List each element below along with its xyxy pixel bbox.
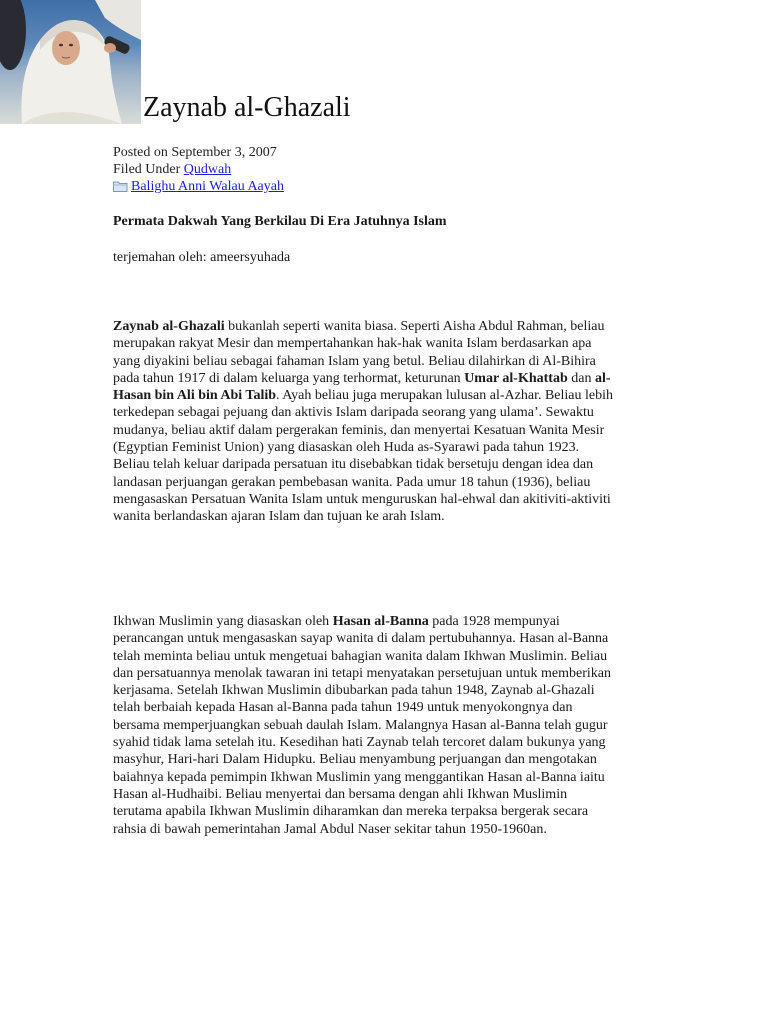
text-run: wanita berlandaskan ajaran Islam dan tujuan ke arah Islam. bbox=[113, 509, 445, 525]
filed-under bbox=[113, 161, 277, 178]
paragraph-line bbox=[113, 665, 658, 682]
text-run: mengasaskan Persatuan Wanita Islam untuk menguruskan hal-ehwal dan akitiviti-aktiviti bbox=[113, 491, 611, 507]
text-run: Hasan al-Hudhaibi. Beliau menyertai dan bersama dengan ahli Ikhwan Muslimin bbox=[113, 786, 568, 802]
bold-name: al- bbox=[594, 370, 611, 386]
paragraph-line bbox=[113, 613, 658, 630]
paragraph-line bbox=[113, 821, 658, 838]
paragraph-line bbox=[113, 404, 658, 421]
text-run: Beliau telah keluar daripada persatuan itu disebabkan tidak bersetuju dengan idea dan bbox=[113, 457, 594, 473]
text-run: telah berbaiah kepada Hasan al-Banna pada tahun 1949 untuk menyokongnya dan bbox=[113, 700, 573, 716]
paragraph-line bbox=[113, 370, 658, 387]
text-run: Ikhwan Muslimin yang diasaskan oleh bbox=[113, 614, 333, 629]
paragraph-line bbox=[113, 387, 658, 404]
text-run: landasan perjuangan gerakan pembebasan wanita. Pada umur 18 tahun (1936), beliau bbox=[113, 474, 591, 490]
translator-credit: terjemahan oleh: ameersyuhada bbox=[113, 250, 291, 265]
bold-name: Umar al-Khattab bbox=[464, 370, 568, 386]
paragraph-line bbox=[113, 439, 658, 456]
tag-link[interactable]: Balighu Anni Walau Aayah bbox=[131, 179, 284, 194]
text-run: baiahnya kepada pemimpin Ikhwan Muslimin yang menggantikan Hasan al-Banna iaitu bbox=[113, 769, 605, 785]
paragraph-line bbox=[113, 456, 658, 473]
paragraph-line bbox=[113, 353, 658, 370]
paragraph-line bbox=[113, 769, 658, 786]
text-run: rahsia di bawah pemerintahan Jamal Abdul Naser sekitar tahun 1950-1960an. bbox=[113, 821, 547, 837]
paragraph-line bbox=[113, 508, 658, 525]
text-run: bersama memperjuangkan sebuah daulah Islam. Malangnya Hasan al-Banna telah gugur bbox=[113, 717, 608, 733]
paragraph-line bbox=[113, 786, 658, 803]
article-subtitle: Permata Dakwah Yang Berkilau Di Era Jatuhnya Islam bbox=[113, 214, 447, 229]
folder-icon bbox=[113, 180, 128, 197]
article-paragraph-1 bbox=[113, 318, 658, 526]
paragraph-line bbox=[113, 491, 658, 508]
paragraph-line bbox=[113, 734, 658, 751]
bold-name: Zaynab al-Ghazali bbox=[113, 319, 225, 334]
filed-under-label: Filed Under bbox=[113, 162, 184, 177]
text-run: terutama apabila Ikhwan Muslimin diharamkan dan mereka terpaksa bergerak secara bbox=[113, 804, 589, 820]
text-run: telah meminta beliau untuk mengetuai bahagian wanita dalam Ikhwan Muslimin. Beliau bbox=[113, 648, 608, 664]
paragraph-line bbox=[113, 751, 658, 768]
post-meta bbox=[113, 144, 277, 178]
text-run: pada tahun 1917 di dalam keluarga yang terhormat, keturunan bbox=[113, 370, 465, 386]
portrait-photo bbox=[0, 0, 141, 124]
bold-name: Hasan bin Ali bin Abi Talib bbox=[113, 388, 277, 404]
text-run: pada 1928 mempunyai bbox=[428, 614, 560, 629]
bold-name: Hasan al-Banna bbox=[332, 614, 429, 629]
text-run: syahid tidak lama setelah itu. Kesedihan hati Zaynab telah tercoret dalam bukunya yang bbox=[113, 735, 606, 751]
paragraph-line bbox=[113, 648, 658, 665]
paragraph-line bbox=[113, 682, 658, 699]
tag-line bbox=[113, 178, 284, 197]
category-link[interactable]: Qudwah bbox=[183, 162, 232, 177]
text-run: yang diyakini beliau sebagai fahaman Islam yang betul. Beliau dilahirkan di Al-Bihira bbox=[113, 353, 596, 369]
text-run: . Ayah beliau juga merupakan lulusan al-Azhar. Beliau lebih bbox=[276, 388, 613, 404]
text-run: mudanya, beliau aktif dalam pergerakan feminis, dan menyertai Kesatuan Wanita Mesir bbox=[113, 422, 605, 438]
text-run: merupakan rakyat Mesir dan mempertahankan hak-hak wanita Islam berdasarkan apa bbox=[113, 336, 592, 352]
text-run: (Egyptian Feminist Union) yang diasaskan oleh Huda as-Syarawi pada tahun 1923. bbox=[113, 440, 580, 456]
text-run: perancangan untuk mengasaskan sayap wanita di dalam pertubuhannya. Hasan al-Banna bbox=[113, 631, 609, 647]
posted-date: Posted on September 3, 2007 bbox=[113, 145, 277, 160]
text-run: bukanlah seperti wanita biasa. Seperti Aisha Abdul Rahman, beliau bbox=[224, 319, 605, 334]
paragraph-line bbox=[113, 318, 658, 335]
post-title: Zaynab al-Ghazali bbox=[143, 92, 351, 123]
paragraph-line bbox=[113, 699, 658, 716]
paragraph-line bbox=[113, 803, 658, 820]
paragraph-line bbox=[113, 474, 658, 491]
text-run: dan persatuannya menolak tawaran ini tetapi menyatakan persetujuan untuk memberikan bbox=[113, 665, 611, 681]
text-run: terkedepan sebagai pejuang dan aktivis Islam daripada seorang yang ulama’. Sewaktu bbox=[113, 405, 594, 421]
text-run: kerjasama. Setelah Ikhwan Muslimin dibubarkan pada tahun 1948, Zaynab al-Ghazali bbox=[113, 683, 595, 699]
paragraph-line bbox=[113, 422, 658, 439]
text-run: dan bbox=[567, 370, 595, 386]
paragraph-line bbox=[113, 717, 658, 734]
article-paragraph-2 bbox=[113, 613, 658, 838]
text-run: masyhur, Hari-hari Dalam Hidupku. Beliau menyambung perjuangan dan mengotakan bbox=[113, 752, 597, 768]
paragraph-line bbox=[113, 630, 658, 647]
paragraph-line bbox=[113, 335, 658, 352]
